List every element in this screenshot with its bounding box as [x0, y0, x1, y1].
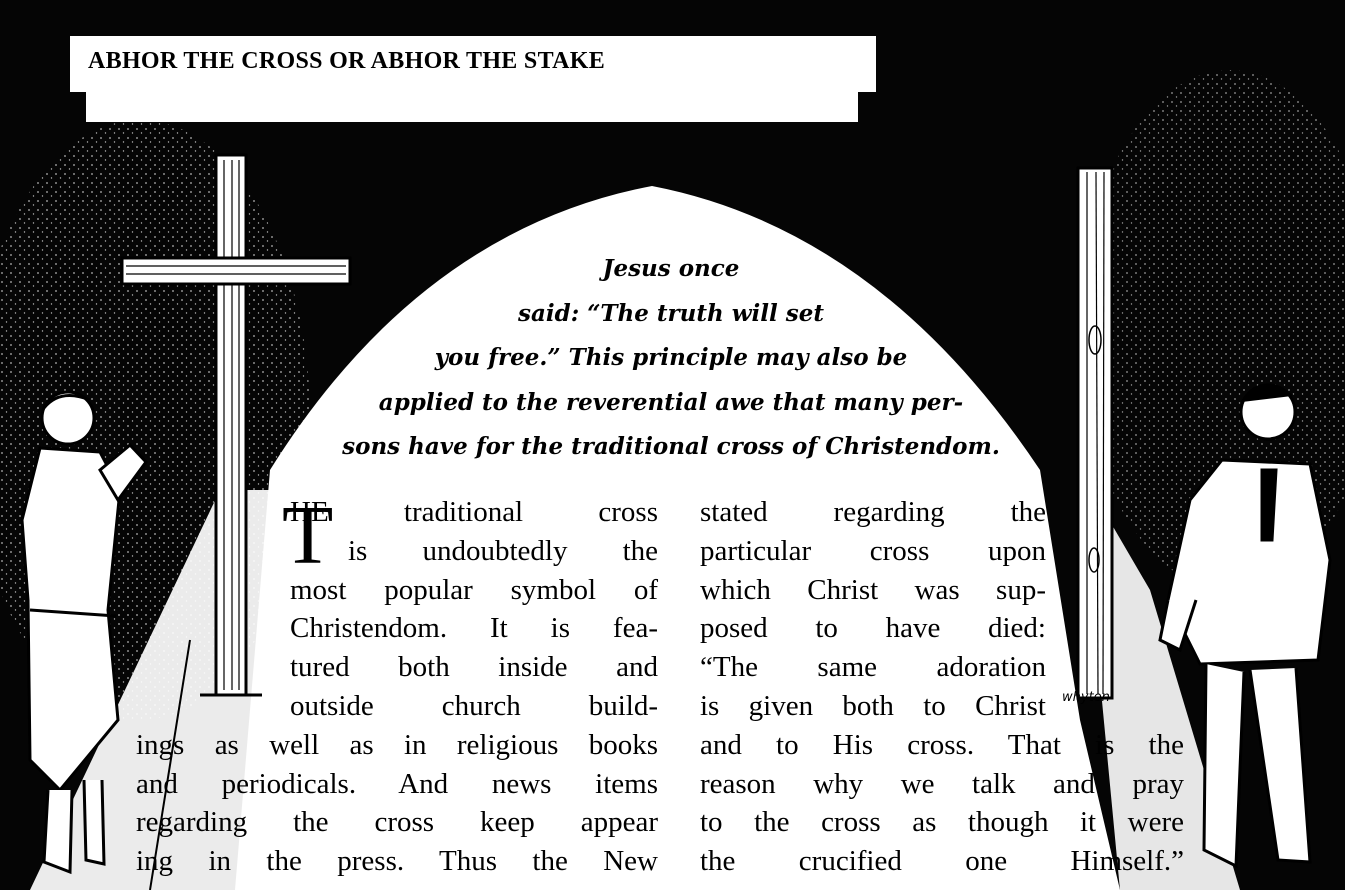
intro-line: said: “The truth will set	[518, 299, 824, 327]
body-line: and periodicals. And news items	[136, 767, 658, 800]
body-line: reason why we talk and pray	[700, 767, 1184, 800]
body-line: to the cross as though it were	[700, 806, 1184, 839]
body-line: most popular symbol of	[290, 573, 658, 606]
body-line: is given both to Christ	[700, 689, 1046, 722]
body-line: regarding the cross keep appear	[136, 806, 658, 839]
body-line: and to His cross. That is the	[700, 728, 1184, 761]
body-line: ings as well as in religious books	[136, 728, 658, 761]
intro-line: sons have for the traditional cross of Christendom.	[342, 433, 1000, 460]
article-title: ABHOR THE CROSS OR ABHOR THE STAKE	[88, 48, 606, 74]
drop-cap: T	[282, 489, 334, 582]
body-column-2	[700, 493, 1184, 881]
intro-line: applied to the reverential awe that many per-	[378, 388, 964, 416]
body-line: posed to have died:	[700, 612, 1046, 645]
title-panel-tab	[86, 88, 858, 122]
body-line: Christendom. It is fea-	[290, 612, 658, 645]
body-line: which Christ was sup-	[700, 573, 1046, 606]
body-line: HE traditional cross	[290, 496, 658, 528]
intro-line: you free.” This principle may also be	[434, 344, 908, 371]
intro-quote	[300, 247, 1042, 470]
artist-signature: whyten	[1062, 690, 1110, 705]
intro-line: Jesus once	[602, 255, 740, 282]
body-line: ing in the press. Thus the New	[136, 845, 658, 878]
body-line: is undoubtedly the	[348, 534, 658, 567]
body-line: tured both inside and	[290, 651, 658, 684]
body-line: the crucified one Himself.”	[700, 845, 1184, 878]
body-line: “The same adoration	[700, 651, 1046, 684]
body-line: particular cross upon	[700, 534, 1046, 567]
body-line: stated regarding the	[700, 496, 1046, 528]
body-column-1	[136, 489, 658, 881]
body-line: outside church build-	[290, 689, 658, 722]
